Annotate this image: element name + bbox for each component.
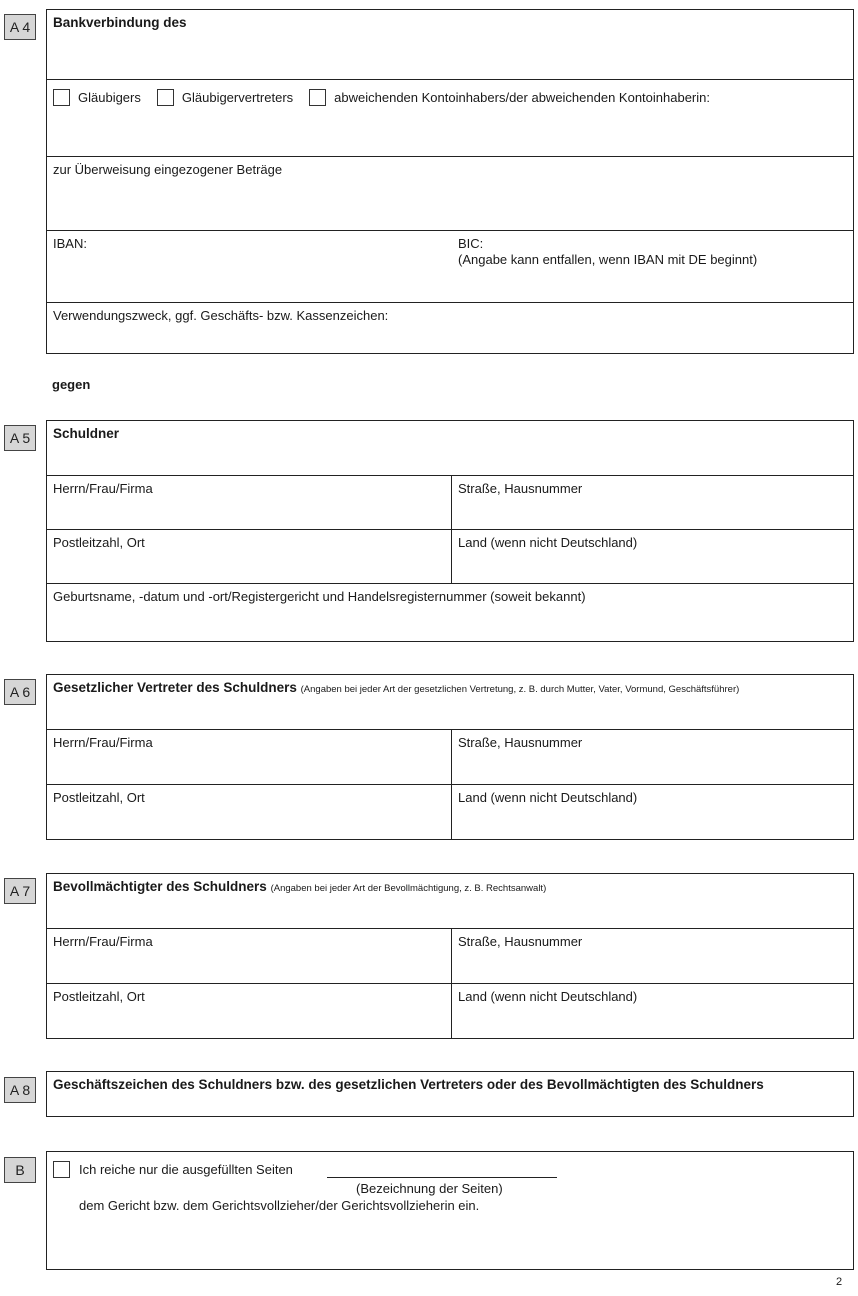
a5-header: Schuldner (53, 426, 120, 441)
a4-iban-bic-row (47, 231, 853, 303)
a6-zip-label: Postleitzahl, Ort (53, 790, 145, 805)
a6-header (53, 680, 739, 695)
section-a4-bank-details (46, 9, 854, 354)
checkbox-glaeubigervertreter[interactable] (157, 89, 174, 106)
purpose-label: Verwendungszweck, ggf. Geschäfts- bzw. Kassenzeichen: (53, 308, 389, 323)
a6-zip-country-row (47, 785, 853, 839)
a4-header-row (47, 10, 853, 80)
a6-name-label: Herrn/Frau/Firma (53, 735, 153, 750)
a7-street-label: Straße, Hausnummer (458, 934, 583, 949)
bic-field-label: BIC: (458, 236, 484, 251)
section-b-submitted-pages (46, 1151, 854, 1270)
section-tag-a5: A 5 (4, 425, 36, 451)
transfer-label: zur Überweisung eingezogener Beträge (53, 162, 283, 177)
a5-country-label: Land (wenn nicht Deutschland) (458, 535, 638, 550)
a7-country-field[interactable] (452, 984, 853, 1038)
b-text-recipient: dem Gericht bzw. dem Gerichtsvollzieher/der Gerichtsvollzieherin ein. (79, 1198, 480, 1213)
a5-zip-label: Postleitzahl, Ort (53, 535, 145, 550)
a7-street-field[interactable] (452, 929, 853, 983)
page-number: 2 (836, 1276, 843, 1288)
bic-note: (Angabe kann entfallen, wenn IBAN mit DE beginnt) (458, 252, 758, 267)
gegen-label: gegen (52, 377, 91, 392)
option-label-abweichender-kontoinhaber: abweichenden Kontoinhabers/der abweichenden Kontoinhaberin: (334, 90, 710, 105)
a5-zip-field[interactable] (47, 530, 452, 583)
a7-name-street-row (47, 929, 853, 984)
a6-street-label: Straße, Hausnummer (458, 735, 583, 750)
pages-input-line[interactable] (327, 1177, 557, 1178)
checkbox-abweichender-kontoinhaber[interactable] (309, 89, 326, 106)
a5-street-field[interactable] (452, 476, 853, 529)
a8-header: Geschäftszeichen des Schuldners bzw. des gesetzlichen Vertreters oder des Bevollmächtigten des Schuldners (53, 1077, 764, 1092)
section-tag-a7: A 7 (4, 878, 36, 904)
a6-name-field[interactable] (47, 730, 452, 784)
section-a5-debtor (46, 420, 854, 642)
a7-zip-country-row (47, 984, 853, 1038)
checkbox-submit-pages[interactable] (53, 1161, 70, 1178)
section-tag-b: B (4, 1157, 36, 1183)
a5-zip-country-row (47, 530, 853, 584)
a5-birth-label: Geburtsname, -datum und -ort/Registergericht und Handelsregisternummer (soweit bekannt) (53, 589, 586, 604)
a5-country-field[interactable] (452, 530, 853, 583)
a6-name-street-row (47, 730, 853, 785)
a5-birth-row[interactable] (47, 584, 853, 641)
a4-purpose-row[interactable] (47, 303, 853, 353)
a6-header-note: (Angaben bei jeder Art der gesetzlichen Vertretung, z. B. durch Mutter, Vater, Vormund, Geschäftsführer) (300, 684, 740, 695)
a4-account-holder-row (47, 80, 853, 157)
a6-street-field[interactable] (452, 730, 853, 784)
a5-name-field[interactable] (47, 476, 452, 529)
a7-name-label: Herrn/Frau/Firma (53, 934, 153, 949)
a5-header-row (47, 421, 853, 476)
a4-transfer-row[interactable] (47, 157, 853, 231)
pages-caption: (Bezeichnung der Seiten) (356, 1181, 503, 1196)
option-label-glaeubiger: Gläubigers (78, 90, 141, 105)
account-holder-options (53, 89, 726, 106)
section-tag-a8: A 8 (4, 1077, 36, 1103)
option-label-glaeubigervertreter: Gläubigervertreters (181, 90, 294, 105)
a7-header (53, 879, 546, 894)
a4-header: Bankverbindung des (53, 15, 187, 30)
section-a7-authorized-representative (46, 873, 854, 1039)
a6-country-label: Land (wenn nicht Deutschland) (458, 790, 638, 805)
a5-name-street-row (47, 476, 853, 530)
a7-header-note: (Angaben bei jeder Art der Bevollmächtigung, z. B. Rechtsanwalt) (270, 883, 547, 894)
a5-name-label: Herrn/Frau/Firma (53, 481, 153, 496)
checkbox-glaeubiger[interactable] (53, 89, 70, 106)
a7-zip-label: Postleitzahl, Ort (53, 989, 145, 1004)
a5-street-label: Straße, Hausnummer (458, 481, 583, 496)
iban-field-label: IBAN: (53, 236, 87, 251)
a6-country-field[interactable] (452, 785, 853, 839)
a7-zip-field[interactable] (47, 984, 452, 1038)
section-a8-reference[interactable] (46, 1071, 854, 1117)
a7-header-row (47, 874, 853, 929)
b-text-submit: Ich reiche nur die ausgefüllten Seiten (79, 1162, 293, 1177)
section-tag-a6: A 6 (4, 679, 36, 705)
section-a6-legal-representative (46, 674, 854, 840)
a6-header-title: Gesetzlicher Vertreter des Schuldners (53, 680, 297, 695)
section-tag-a4: A 4 (4, 14, 36, 40)
a6-header-row (47, 675, 853, 730)
a7-name-field[interactable] (47, 929, 452, 983)
a6-zip-field[interactable] (47, 785, 452, 839)
a7-country-label: Land (wenn nicht Deutschland) (458, 989, 638, 1004)
a7-header-title: Bevollmächtigter des Schuldners (53, 879, 267, 894)
